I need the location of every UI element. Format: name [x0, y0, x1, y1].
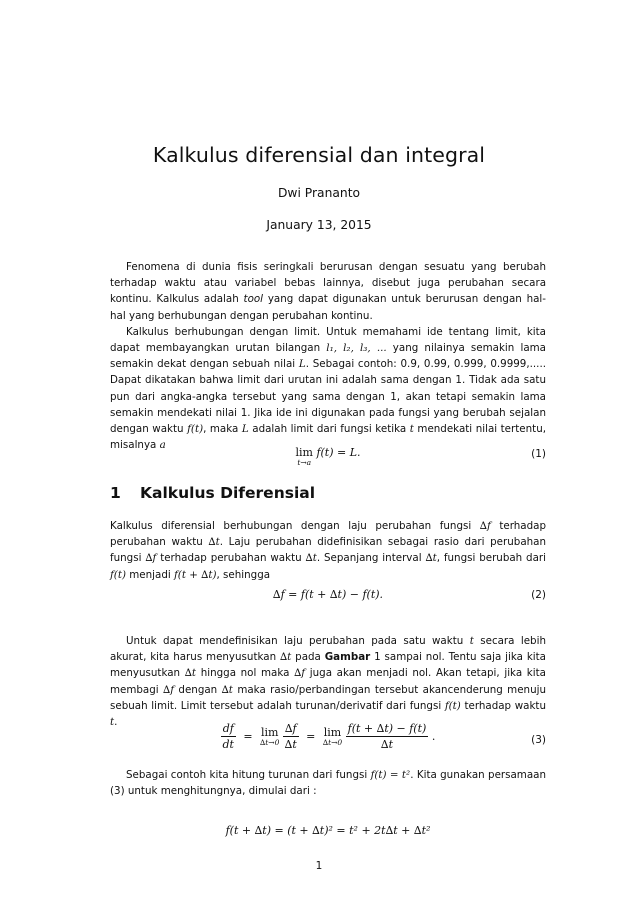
text: hingga nol maka: [196, 667, 295, 680]
equation-2-number: (2): [531, 589, 546, 601]
math-inline: a: [159, 439, 166, 452]
math-inline: ∆f: [294, 667, 306, 680]
text: terhadap perubahan waktu: [156, 552, 306, 565]
abstract-block: [110, 259, 546, 453]
fraction-difference-quotient: [346, 722, 429, 751]
text: Untuk dapat mendefinisikan laju perubahan pada satu waktu: [126, 635, 470, 647]
text: terhadap perubahan waktu: [110, 520, 546, 549]
text: , maka: [203, 423, 242, 436]
lim-word: lim: [260, 725, 279, 739]
lim-subscript: t→a: [297, 458, 312, 467]
math-inline: l₁, l₂, l₃, ...: [326, 342, 387, 355]
text: . Sepanjang interval: [316, 552, 426, 565]
text: adalah limit dari fungsi ketika: [248, 423, 410, 436]
limit-operator: [260, 727, 279, 747]
text: pada: [291, 651, 325, 664]
fraction-denominator: dt: [222, 738, 234, 751]
text: Fenomena di dunia fisis seringkali berurusan dengan sesuatu yang berubah terhadap waktu atau variabel bebas lainnya, disebut juga perubahan secara kontinu. Kalkulus adalah: [110, 261, 546, 306]
fraction-delta-f-delta-t: [283, 722, 299, 751]
fraction-denominator: ∆t: [380, 738, 394, 751]
text: .: [114, 716, 118, 729]
section-number: 1: [110, 484, 121, 502]
equation-1-expression: f(t) = L.: [316, 446, 361, 460]
equation-3-number: (3): [531, 734, 546, 746]
equation-4-body: f(t + ∆t) = (t + ∆t)² = t² + 2t∆t + ∆t²: [225, 824, 431, 837]
math-inline: f(t): [444, 699, 461, 712]
section-heading: [110, 484, 315, 502]
text: . Sebagai contoh: 0.9, 0.99, 0.999, 0.9999,..... Dapat dikatakan bahwa limit dari urutan ini adalah sama dengan 1. Tidak ada satu pun dari angka-angka tersebut yang sama dengan 1, akan tetapi semakin lama semakin mendekati nilai 1. Jika ide ini digunakan pada fungsi yang berubah sejalan dengan waktu: [110, 358, 547, 436]
text: Kalkulus berhubungan dengan limit. Untuk memahami ide tentang limit, kita dapat membayangkan urutan bilangan: [110, 325, 546, 355]
period: .: [431, 730, 436, 743]
lim-word: lim: [323, 725, 342, 739]
limit-operator: [323, 727, 342, 747]
paper-title: Kalkulus diferensial dan integral: [152, 143, 486, 167]
text: dengan: [174, 683, 222, 696]
text: menjadi: [125, 568, 174, 581]
text: yang dapat digunakan untuk berurusan dengan hal-hal yang berhubungan dengan perubahan kontinu.: [110, 293, 546, 322]
section-paragraph-2-block: [110, 633, 546, 730]
paper-date: January 13, 2015: [266, 218, 372, 232]
math-inline: ∆t: [184, 667, 197, 680]
text: terhadap waktu: [460, 699, 546, 712]
lim-word: lim: [295, 446, 313, 459]
equals-sign: =: [243, 730, 253, 743]
section-paragraph-1-block: [110, 518, 546, 583]
section-paragraph-2: [110, 633, 546, 730]
equation-4: [110, 824, 546, 842]
equals-sign: =: [306, 730, 316, 743]
text: Sebagai contoh kita hitung turunan dari fungsi: [126, 769, 371, 781]
math-inline: ∆f: [163, 683, 175, 696]
paper-author: Dwi Prananto: [277, 186, 361, 200]
fraction-df-dt: [221, 722, 236, 751]
math-inline: f(t + ∆t): [174, 568, 217, 581]
text: secara lebih akurat, kita harus menyusutkan: [110, 635, 546, 664]
page-number: 1: [315, 860, 323, 872]
math-inline: t: [110, 716, 115, 729]
equation-2-body: ∆f = f(t + ∆t) − f(t).: [272, 588, 384, 601]
text: yang nilainya semakin lama semakin dekat dengan sebuah nilai: [110, 342, 546, 371]
figure-reference: Gambar: [324, 651, 371, 664]
limit-operator: [295, 447, 312, 467]
lim-subscript: ∆t→0: [260, 737, 280, 747]
text: . Kita gunakan persamaan (3) untuk menghitungnya, dimulai dari :: [110, 769, 546, 798]
math-inline: ∆t: [221, 683, 233, 696]
math-inline: f(t): [110, 568, 126, 581]
math-inline: f(t): [187, 423, 204, 436]
math-inline: ∆t: [305, 552, 317, 565]
section-title: Kalkulus Diferensial: [140, 484, 316, 502]
text: . Laju perubahan didefinisikan sebagai rasio dari perubahan fungsi: [110, 536, 546, 565]
italic-term: tool: [243, 293, 264, 306]
equation-2: [110, 588, 546, 606]
section-paragraph-1: [110, 518, 546, 583]
math-inline: L: [298, 358, 306, 371]
text: , fungsi berubah dari: [436, 552, 546, 565]
text: Kalkulus diferensial berhubungan dengan laju perubahan fungsi: [110, 520, 480, 532]
abstract-paragraph-2: [110, 324, 546, 454]
abstract-paragraph-1: [110, 259, 546, 324]
math-inline: ∆f: [479, 520, 491, 532]
lim-subscript: ∆t→0: [322, 737, 343, 747]
math-inline: ∆f: [145, 552, 157, 565]
equation-1: [110, 447, 546, 471]
text: juga akan menjadi nol. Akan tetapi, jika kita membagi: [110, 667, 546, 696]
text: maka rasio/perbandingan tersebut akancenderung menuju sebuah limit. Limit tersebut adalah turunan/derivatif dari fungsi: [110, 683, 546, 712]
equation-1-number: (1): [531, 448, 546, 460]
equation-1-body: [110, 447, 546, 467]
math-inline: f(t) = t²: [370, 769, 411, 781]
text: 1 sampai nol. Tentu saja jika kita menyusutkan: [110, 651, 546, 680]
math-inline: ∆t: [279, 651, 292, 664]
math-inline: L: [241, 423, 249, 436]
math-inline: t: [469, 635, 474, 647]
math-inline: ∆t: [208, 536, 220, 549]
fraction-numerator: df: [222, 722, 234, 735]
section-paragraph-3: [110, 767, 546, 799]
equation-3-body: [110, 722, 546, 751]
math-inline: ∆t: [425, 552, 437, 565]
equation-3: [110, 722, 546, 762]
section-paragraph-3-block: [110, 767, 546, 799]
fraction-numerator: ∆f: [284, 722, 297, 735]
text: mendekati nilai tertentu, misalnya: [110, 423, 546, 452]
fraction-numerator: f(t + ∆t) − f(t): [347, 722, 427, 735]
math-inline: t: [409, 423, 414, 436]
text: , sehingga: [216, 568, 271, 581]
fraction-denominator: ∆t: [284, 738, 297, 751]
